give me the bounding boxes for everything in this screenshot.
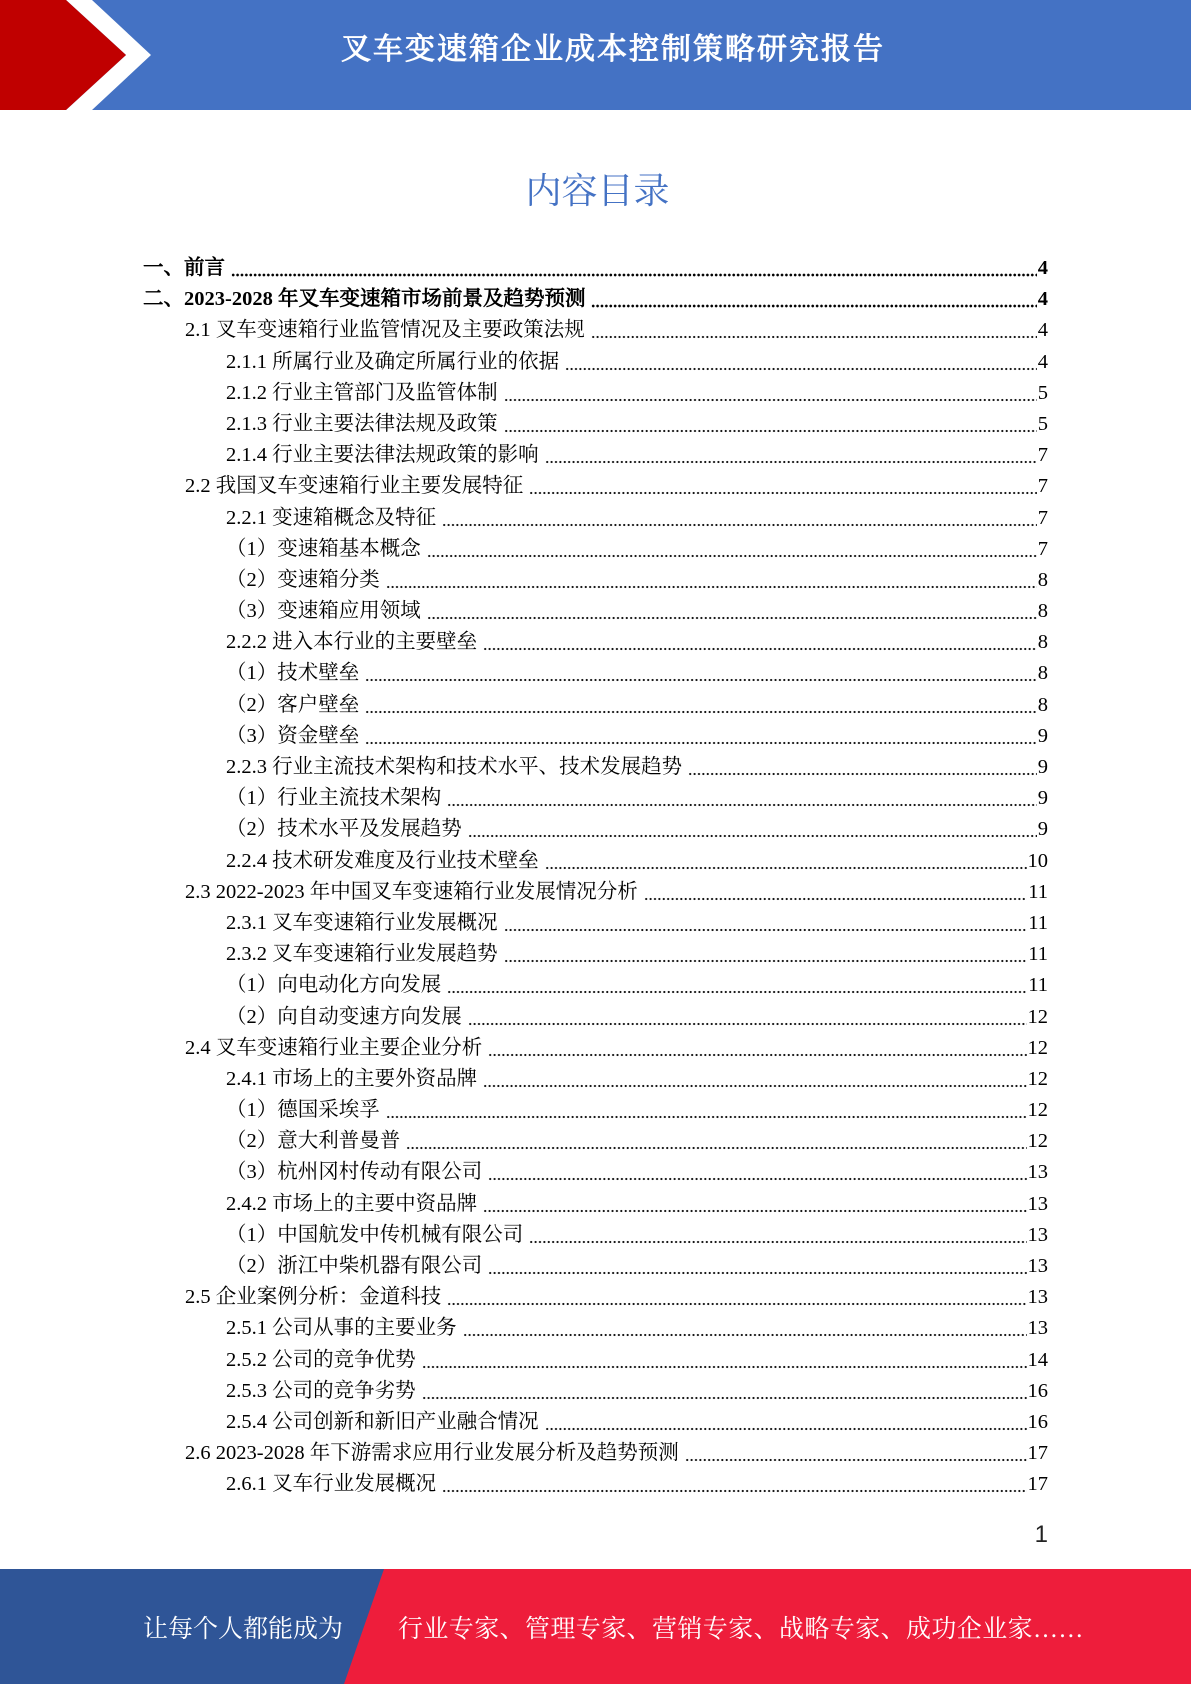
toc-entry-page: 16 — [1027, 1379, 1048, 1402]
toc-list — [143, 253, 1048, 1501]
toc-dot-leader — [463, 1313, 1027, 1344]
toc-dot-leader — [427, 534, 1037, 565]
toc-entry[interactable] — [143, 1345, 1048, 1376]
toc-entry-page: 12 — [1027, 1005, 1048, 1028]
toc-entry[interactable] — [143, 1313, 1048, 1344]
toc-entry-page: 8 — [1037, 631, 1048, 654]
toc-entry-label: （1）技术壁垒 — [226, 662, 360, 685]
toc-entry[interactable] — [143, 721, 1048, 752]
toc-entry-label: 2.4 叉车变速箱行业主要企业分析 — [185, 1036, 483, 1059]
toc-dot-leader — [685, 1438, 1027, 1469]
toc-entry-label: 2.3 2022-2023 年中国叉车变速箱行业发展情况分析 — [185, 880, 638, 903]
toc-entry-page: 13 — [1027, 1255, 1048, 1277]
toc-dot-leader — [386, 1095, 1027, 1126]
toc-entry[interactable] — [143, 1438, 1048, 1469]
toc-entry-label: （2）客户壁垒 — [226, 693, 360, 716]
toc-entry-label: 2.1.1 所属行业及确定所属行业的依据 — [226, 350, 560, 373]
toc-dot-leader — [468, 1002, 1027, 1033]
toc-dot-leader — [442, 503, 1037, 534]
page-number: 1 — [1034, 1521, 1048, 1548]
toc-dot-leader — [504, 378, 1037, 409]
toc-entry[interactable] — [143, 284, 1048, 315]
toc-dot-leader — [483, 1189, 1026, 1220]
toc-entry[interactable] — [143, 908, 1048, 939]
toc-entry-label: 2.1.4 行业主要法律法规政策的影响 — [226, 444, 539, 467]
toc-dot-leader — [468, 814, 1037, 845]
toc-entry[interactable] — [143, 1002, 1048, 1033]
toc-dot-leader — [365, 658, 1037, 689]
toc-entry[interactable] — [143, 1469, 1048, 1500]
toc-entry-label: 2.2.1 变速箱概念及特征 — [226, 506, 437, 529]
toc-entry-page: 13 — [1027, 1223, 1048, 1246]
toc-entry-label: 2.4.2 市场上的主要中资品牌 — [226, 1192, 478, 1215]
toc-entry-label: 2.1.3 行业主要法律法规及政策 — [226, 412, 498, 435]
toc-entry-page: 7 — [1037, 537, 1048, 560]
toc-entry-page: 12 — [1027, 1099, 1048, 1122]
toc-dot-leader — [488, 1033, 1026, 1064]
toc-entry-page: 11 — [1028, 880, 1048, 903]
toc-entry[interactable] — [143, 783, 1048, 814]
toc-entry[interactable] — [143, 752, 1048, 783]
toc-entry[interactable] — [143, 253, 1048, 284]
toc-dot-leader — [365, 690, 1037, 721]
toc-entry-label: 2.5.1 公司从事的主要业务 — [226, 1317, 457, 1340]
toc-dot-leader — [529, 1220, 1026, 1251]
toc-dot-leader — [422, 1345, 1027, 1376]
toc-entry[interactable] — [143, 503, 1048, 534]
toc-dot-leader — [447, 970, 1027, 1001]
toc-entry-label: （1）中国航发中传机械有限公司 — [226, 1223, 524, 1246]
toc-entry[interactable] — [143, 814, 1048, 845]
toc-dot-leader — [483, 627, 1037, 658]
toc-entry-page: 9 — [1037, 756, 1048, 778]
footer-slogan-left: 让每个人都能成为 — [143, 1616, 344, 1643]
toc-dot-leader — [545, 1407, 1027, 1438]
toc-entry-page: 8 — [1037, 600, 1048, 623]
toc-entry-page: 10 — [1027, 849, 1048, 872]
toc-entry[interactable] — [143, 378, 1048, 409]
toc-entry-label: 2.1.2 行业主管部门及监管体制 — [226, 381, 498, 404]
toc-entry[interactable] — [143, 440, 1048, 471]
toc-entry-page: 7 — [1037, 444, 1048, 467]
toc-entry[interactable] — [143, 315, 1048, 346]
toc-entry[interactable] — [143, 347, 1048, 378]
toc-dot-leader — [488, 1251, 1026, 1282]
toc-entry-label: 2.6 2023-2028 年下游需求应用行业发展分析及趋势预测 — [185, 1442, 679, 1465]
toc-dot-leader — [591, 315, 1037, 346]
toc-entry-label: （2）浙江中柴机器有限公司 — [226, 1255, 483, 1277]
toc-entry[interactable] — [143, 1157, 1048, 1188]
toc-entry-page: 4 — [1037, 257, 1048, 279]
toc-dot-leader — [545, 440, 1037, 471]
toc-entry-page: 14 — [1027, 1348, 1048, 1371]
toc-entry-label: 2.6.1 叉车行业发展概况 — [226, 1473, 437, 1496]
toc-entry[interactable] — [143, 1189, 1048, 1220]
toc-entry-page: 11 — [1028, 943, 1048, 966]
toc-entry[interactable] — [143, 1251, 1048, 1282]
toc-entry-page: 4 — [1037, 288, 1048, 311]
toc-entry[interactable] — [143, 565, 1048, 596]
toc-entry-label: （2）技术水平及发展趋势 — [226, 818, 462, 841]
toc-entry-label: 2.5.4 公司创新和新旧产业融合情况 — [226, 1410, 539, 1433]
toc-entry-label: 2.5.3 公司的竞争劣势 — [226, 1379, 416, 1402]
toc-entry-label: 2.2.3 行业主流技术架构和技术水平、技术发展趋势 — [226, 756, 683, 778]
toc-entry-page: 9 — [1037, 724, 1048, 747]
toc-entry-page: 11 — [1028, 974, 1048, 997]
toc-entry-page: 9 — [1037, 818, 1048, 841]
toc-entry-label: （3）变速箱应用领域 — [226, 600, 421, 623]
toc-entry[interactable] — [143, 1033, 1048, 1064]
toc-entry[interactable] — [143, 596, 1048, 627]
toc-entry-page: 7 — [1037, 475, 1048, 498]
toc-dot-leader — [365, 721, 1037, 752]
footer-banner — [0, 1569, 1191, 1684]
toc-entry-page: 16 — [1027, 1410, 1048, 1433]
toc-entry-label: （2）向自动变速方向发展 — [226, 1005, 462, 1028]
toc-entry-page: 9 — [1037, 787, 1048, 810]
toc-entry-page: 13 — [1027, 1192, 1048, 1215]
toc-entry-page: 8 — [1037, 693, 1048, 716]
toc-entry-page: 13 — [1027, 1161, 1048, 1184]
toc-entry[interactable] — [143, 1282, 1048, 1313]
toc-dot-leader — [504, 908, 1028, 939]
toc-entry-label: （1）向电动化方向发展 — [226, 974, 442, 997]
toc-entry-label: （3）资金壁垒 — [226, 724, 360, 747]
header-banner — [0, 0, 1191, 110]
toc-entry-label: 二、2023-2028 年叉车变速箱市场前景及趋势预测 — [143, 288, 586, 311]
toc-entry[interactable] — [143, 1095, 1048, 1126]
toc-dot-leader — [529, 471, 1037, 502]
toc-dot-leader — [231, 253, 1037, 284]
toc-dot-leader — [447, 783, 1037, 814]
toc-entry-label: （1）变速箱基本概念 — [226, 537, 421, 560]
toc-entry-page: 13 — [1027, 1286, 1048, 1309]
toc-entry-page: 5 — [1037, 412, 1048, 435]
toc-entry-label: （1）德国采埃孚 — [226, 1099, 380, 1122]
toc-entry[interactable] — [143, 690, 1048, 721]
toc-entry[interactable] — [143, 471, 1048, 502]
toc-entry[interactable] — [143, 1064, 1048, 1095]
toc-dot-leader — [442, 1469, 1026, 1500]
toc-entry-label: （2）意大利普曼普 — [226, 1130, 401, 1153]
toc-dot-leader — [644, 877, 1028, 908]
toc-entry-label: （2）变速箱分类 — [226, 568, 380, 591]
toc-entry-page: 12 — [1027, 1067, 1048, 1090]
toc-dot-leader — [504, 939, 1028, 970]
toc-entry-page: 17 — [1027, 1473, 1048, 1496]
toc-entry-page: 13 — [1027, 1317, 1048, 1340]
toc-dot-leader — [447, 1282, 1026, 1313]
toc-entry[interactable] — [143, 970, 1048, 1001]
toc-dot-leader — [591, 284, 1036, 315]
toc-entry-page: 12 — [1027, 1130, 1048, 1153]
toc-entry-label: 一、前言 — [143, 257, 225, 279]
toc-entry-label: 2.3.2 叉车变速箱行业发展趋势 — [226, 943, 498, 966]
toc-entry-page: 4 — [1037, 319, 1048, 342]
toc-entry[interactable] — [143, 1376, 1048, 1407]
toc-entry[interactable] — [143, 1126, 1048, 1157]
report-title: 叉车变速箱企业成本控制策略研究报告 — [341, 33, 885, 66]
toc-dot-leader — [565, 347, 1037, 378]
toc-entry[interactable] — [143, 409, 1048, 440]
toc-entry-label: 2.5.2 公司的竞争优势 — [226, 1348, 416, 1371]
toc-entry[interactable] — [143, 627, 1048, 658]
toc-dot-leader — [483, 1064, 1026, 1095]
toc-entry-page: 7 — [1037, 506, 1048, 529]
toc-entry-label: 2.1 叉车变速箱行业监管情况及主要政策法规 — [185, 319, 585, 342]
toc-heading: 内容目录 — [525, 170, 670, 211]
toc-entry-label: 2.2 我国叉车变速箱行业主要发展特征 — [185, 475, 524, 498]
toc-entry-label: 2.2.2 进入本行业的主要壁垒 — [226, 631, 478, 654]
toc-entry-page: 8 — [1037, 662, 1048, 685]
toc-entry-label: 2.3.1 叉车变速箱行业发展概况 — [226, 911, 498, 934]
toc-entry-page: 5 — [1037, 381, 1048, 404]
toc-entry[interactable] — [143, 1220, 1048, 1251]
toc-dot-leader — [545, 846, 1027, 877]
toc-dot-leader — [427, 596, 1037, 627]
toc-entry-page: 17 — [1027, 1442, 1048, 1465]
toc-dot-leader — [488, 1157, 1026, 1188]
footer-slogan-right: 行业专家、管理专家、营销专家、战略专家、成功企业家…… — [398, 1616, 1084, 1643]
toc-entry[interactable] — [143, 534, 1048, 565]
toc-dot-leader — [406, 1126, 1026, 1157]
toc-entry-page: 11 — [1028, 911, 1048, 934]
toc-entry-label: 2.5 企业案例分析：金道科技 — [185, 1286, 442, 1309]
toc-dot-leader — [504, 409, 1037, 440]
toc-entry[interactable] — [143, 939, 1048, 970]
toc-entry-page: 4 — [1037, 350, 1048, 373]
toc-entry-label: （1）行业主流技术架构 — [226, 787, 442, 810]
toc-dot-leader — [386, 565, 1037, 596]
toc-entry-label: （3）杭州冈村传动有限公司 — [226, 1161, 483, 1184]
toc-dot-leader — [422, 1376, 1027, 1407]
toc-entry-label: 2.4.1 市场上的主要外资品牌 — [226, 1067, 478, 1090]
toc-entry-page: 12 — [1027, 1036, 1048, 1059]
toc-entry[interactable] — [143, 1407, 1048, 1438]
toc-entry[interactable] — [143, 846, 1048, 877]
toc-entry[interactable] — [143, 658, 1048, 689]
toc-entry[interactable] — [143, 877, 1048, 908]
toc-dot-leader — [688, 752, 1037, 783]
toc-entry-label: 2.2.4 技术研发难度及行业技术壁垒 — [226, 849, 539, 872]
toc-entry-page: 8 — [1037, 568, 1048, 591]
